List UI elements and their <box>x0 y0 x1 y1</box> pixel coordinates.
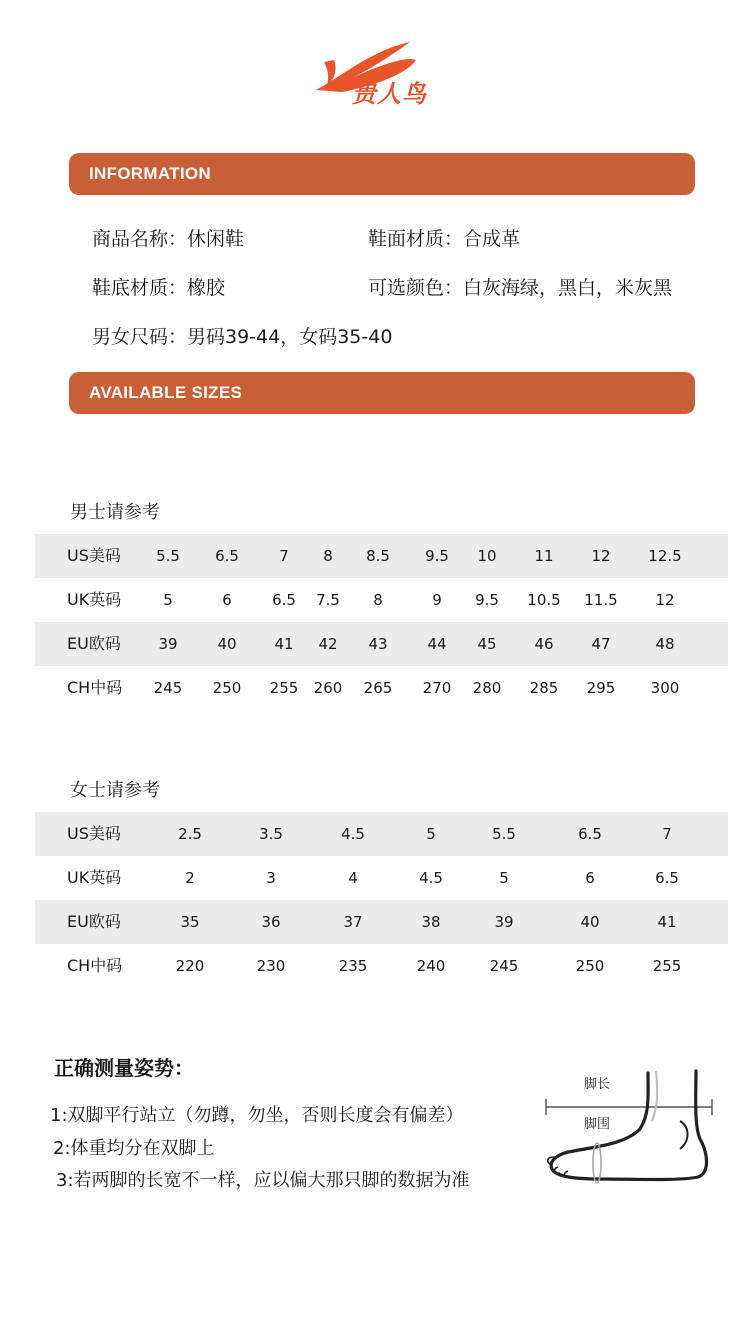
measure-title: 正确测量姿势： <box>54 1056 194 1080</box>
table-cell: 235 <box>338 957 368 975</box>
table-cell: 35 <box>180 913 200 931</box>
table-cell: 11.5 <box>584 591 618 609</box>
table-cell: 4.5 <box>419 869 443 887</box>
table-row <box>35 944 728 988</box>
info-colors: 可选颜色：白灰海绿，黑白，米灰黑 <box>368 277 673 299</box>
table-cell: 46 <box>534 635 554 653</box>
row-label: CH中码 <box>67 678 123 697</box>
table-cell: 12 <box>591 547 611 565</box>
table-cell: 300 <box>650 679 680 697</box>
table-cell: 47 <box>591 635 611 653</box>
table-cell: 285 <box>529 679 559 697</box>
table-cell: 40 <box>217 635 237 653</box>
table-cell: 265 <box>363 679 393 697</box>
table-cell: 9.5 <box>475 591 499 609</box>
table-cell: 10.5 <box>527 591 561 609</box>
table-cell: 5 <box>426 825 436 843</box>
row-label: US美码 <box>67 824 121 843</box>
table-cell: 7 <box>662 825 672 843</box>
table-cell: 4 <box>348 869 358 887</box>
table-cell: 8.5 <box>366 547 390 565</box>
info-sizes: 男女尺码：男码39-44，女码35-40 <box>92 326 393 348</box>
table-cell: 255 <box>269 679 299 697</box>
table-cell: 280 <box>472 679 502 697</box>
table-cell: 9 <box>432 591 442 609</box>
table-cell: 2 <box>185 869 195 887</box>
brand-name: 贵人鸟 <box>352 80 427 108</box>
table-cell: 245 <box>153 679 183 697</box>
table-cell: 41 <box>274 635 294 653</box>
table-cell: 6.5 <box>655 869 679 887</box>
table-cell: 40 <box>580 913 600 931</box>
brand-logo <box>312 36 452 108</box>
table-cell: 250 <box>212 679 242 697</box>
table-cell: 36 <box>261 913 281 931</box>
row-label: UK英码 <box>67 868 122 887</box>
row-label: US美码 <box>67 546 121 565</box>
table-cell: 7 <box>279 547 289 565</box>
table-row <box>35 622 728 666</box>
info-upper-material: 鞋面材质：合成革 <box>368 228 521 250</box>
table-row <box>35 900 728 944</box>
table-cell: 8 <box>373 591 383 609</box>
table-row <box>35 534 728 578</box>
table-cell: 39 <box>494 913 514 931</box>
table-cell: 4.5 <box>341 825 365 843</box>
table-cell: 11 <box>534 547 554 565</box>
measure-step-1: 1:双脚平行站立（勿蹲，勿坐，否则长度会有偏差） <box>50 1105 464 1126</box>
table-cell: 41 <box>657 913 677 931</box>
table-cell: 230 <box>256 957 286 975</box>
table-cell: 10 <box>477 547 497 565</box>
table-cell: 240 <box>416 957 446 975</box>
row-label: EU欧码 <box>67 634 121 653</box>
table-cell: 6.5 <box>215 547 239 565</box>
info-product-name: 商品名称：休闲鞋 <box>92 228 245 250</box>
men-table-title: 男士请参考 <box>70 502 160 523</box>
table-cell: 220 <box>175 957 205 975</box>
table-cell: 5.5 <box>492 825 516 843</box>
table-cell: 255 <box>652 957 682 975</box>
table-cell: 2.5 <box>178 825 202 843</box>
row-label: CH中码 <box>67 956 123 975</box>
table-cell: 245 <box>489 957 519 975</box>
table-cell: 42 <box>318 635 338 653</box>
table-cell: 9.5 <box>425 547 449 565</box>
table-cell: 6 <box>222 591 232 609</box>
table-row <box>35 812 728 856</box>
table-cell: 7.5 <box>316 591 340 609</box>
table-cell: 5 <box>499 869 509 887</box>
information-banner: INFORMATION <box>69 153 695 195</box>
measure-step-3: 3:若两脚的长宽不一样，应以偏大那只脚的数据为准 <box>56 1170 470 1191</box>
table-cell: 37 <box>343 913 363 931</box>
table-cell: 6.5 <box>578 825 602 843</box>
table-cell: 295 <box>586 679 616 697</box>
table-cell: 5 <box>163 591 173 609</box>
table-row <box>35 666 728 710</box>
row-label: EU欧码 <box>67 912 121 931</box>
table-cell: 260 <box>313 679 343 697</box>
women-table-title: 女士请参考 <box>70 780 160 801</box>
measure-step-2: 2:体重均分在双脚上 <box>53 1138 215 1159</box>
table-cell: 48 <box>655 635 675 653</box>
available-sizes-banner: AVAILABLE SIZES <box>69 372 695 414</box>
table-cell: 8 <box>323 547 333 565</box>
table-cell: 43 <box>368 635 388 653</box>
table-cell: 250 <box>575 957 605 975</box>
foot-girth-label: 脚围 <box>584 1117 611 1132</box>
table-row <box>35 856 728 900</box>
table-cell: 270 <box>422 679 452 697</box>
foot-length-label: 脚长 <box>584 1077 611 1092</box>
foot-icon <box>540 1065 720 1195</box>
table-cell: 6 <box>585 869 595 887</box>
table-cell: 6.5 <box>272 591 296 609</box>
row-label: UK英码 <box>67 590 122 609</box>
table-cell: 45 <box>477 635 497 653</box>
table-cell: 12 <box>655 591 675 609</box>
table-cell: 39 <box>158 635 178 653</box>
table-cell: 5.5 <box>156 547 180 565</box>
foot-diagram <box>540 1065 720 1195</box>
table-cell: 38 <box>421 913 441 931</box>
table-cell: 3 <box>266 869 276 887</box>
table-row <box>35 578 728 622</box>
table-cell: 3.5 <box>259 825 283 843</box>
table-cell: 12.5 <box>648 547 682 565</box>
table-cell: 44 <box>427 635 447 653</box>
info-sole-material: 鞋底材质：橡胶 <box>92 277 226 299</box>
